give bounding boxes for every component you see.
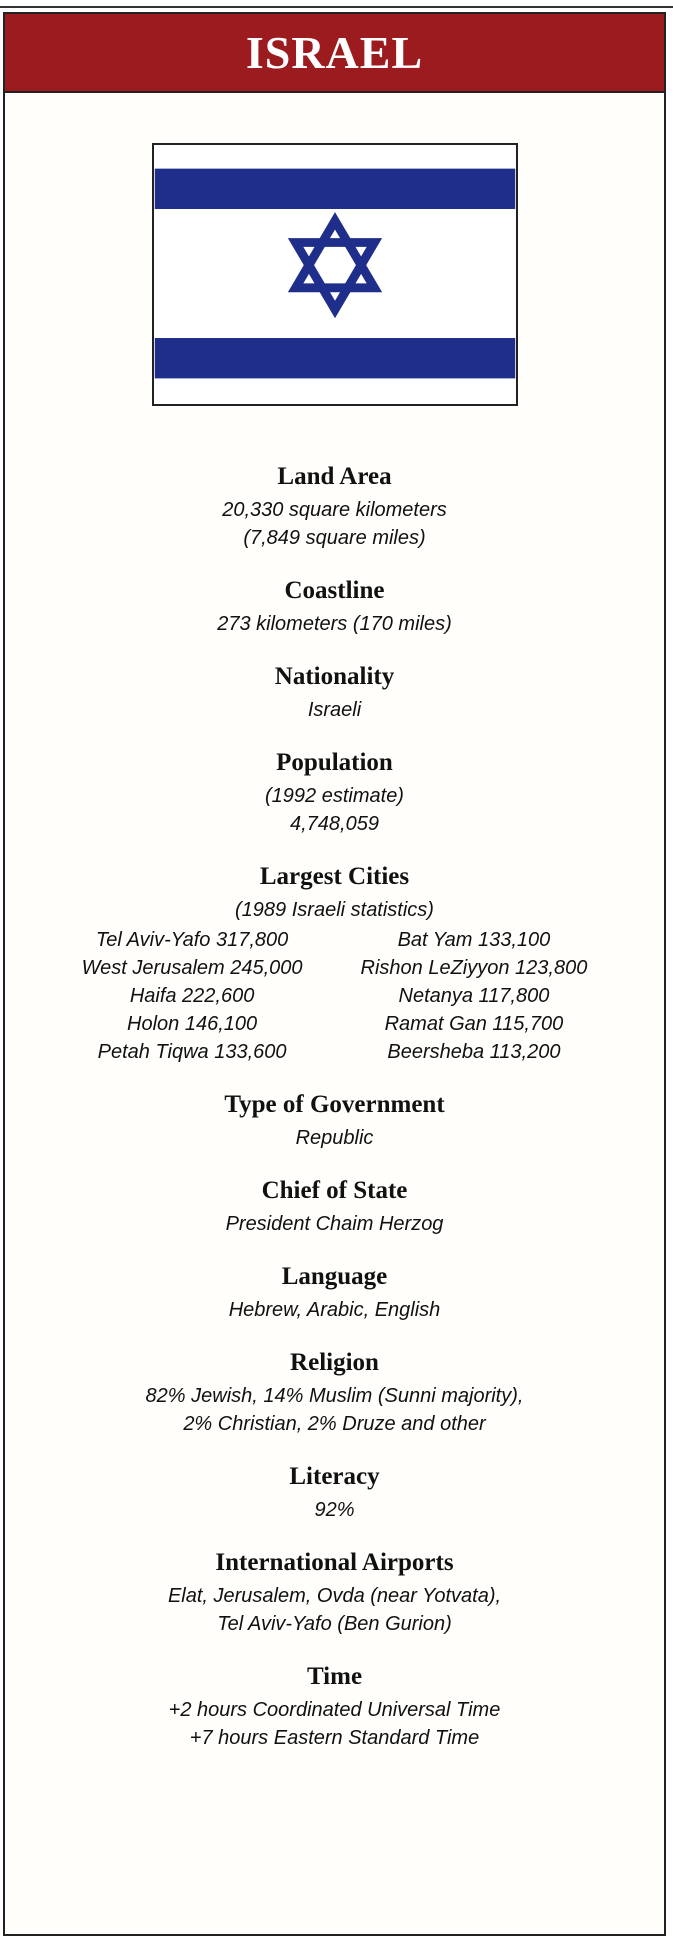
airports-line-1: Elat, Jerusalem, Ovda (near Yotvata), bbox=[167, 1585, 502, 1607]
government-section bbox=[5, 1090, 664, 1152]
city-item: Ramat Gan 115,700 bbox=[384, 1013, 564, 1035]
religion-heading: Religion bbox=[290, 1349, 379, 1376]
population-value: 4,748,059 bbox=[290, 813, 379, 835]
largest-cities-note: (1989 Israeli statistics) bbox=[235, 899, 434, 921]
chief-of-state-heading: Chief of State bbox=[261, 1177, 408, 1204]
city-item: Petah Tiqwa 133,600 bbox=[97, 1041, 287, 1063]
largest-cities-heading: Largest Cities bbox=[259, 863, 410, 890]
cities-table bbox=[5, 926, 664, 1066]
time-section bbox=[5, 1662, 664, 1752]
title-banner bbox=[5, 14, 664, 93]
literacy-section bbox=[5, 1462, 664, 1524]
religion-section bbox=[5, 1348, 664, 1438]
facts-list bbox=[5, 462, 664, 1776]
nationality-section bbox=[5, 662, 664, 724]
city-item: Bat Yam 133,100 bbox=[397, 929, 551, 951]
city-item: Holon 146,100 bbox=[127, 1013, 258, 1035]
land-area-section bbox=[5, 462, 664, 552]
population-section bbox=[5, 748, 664, 838]
time-utc: +2 hours Coordinated Universal Time bbox=[168, 1699, 501, 1721]
airports-line-2: Tel Aviv-Yafo (Ben Gurion) bbox=[217, 1613, 452, 1635]
largest-cities-section bbox=[5, 862, 664, 1066]
coastline-heading: Coastline bbox=[284, 577, 385, 604]
literacy-heading: Literacy bbox=[289, 1463, 380, 1490]
religion-line-2: 2% Christian, 2% Druze and other bbox=[183, 1413, 486, 1435]
city-item: West Jerusalem 245,000 bbox=[81, 957, 303, 979]
literacy-value: 92% bbox=[314, 1499, 355, 1521]
coastline-value: 273 kilometers (170 miles) bbox=[217, 613, 452, 635]
country-title: ISRAEL bbox=[245, 27, 424, 78]
city-item: Rishon LeZiyyon 123,800 bbox=[360, 957, 588, 979]
flag-bottom-stripe bbox=[155, 338, 515, 378]
cities-right-column bbox=[361, 926, 588, 1066]
land-area-km: 20,330 square kilometers bbox=[222, 499, 447, 521]
airports-heading: International Airports bbox=[215, 1549, 454, 1576]
land-area-miles: (7,849 square miles) bbox=[243, 527, 426, 549]
flag-top-stripe bbox=[155, 169, 515, 209]
population-note: (1992 estimate) bbox=[265, 785, 404, 807]
religion-line-1: 82% Jewish, 14% Muslim (Sunni majority), bbox=[145, 1385, 524, 1407]
flag-image bbox=[154, 145, 516, 404]
government-value: Republic bbox=[295, 1127, 374, 1149]
time-est: +7 hours Eastern Standard Time bbox=[189, 1727, 480, 1749]
top-rule bbox=[0, 6, 673, 8]
time-heading: Time bbox=[306, 1663, 363, 1690]
israel-flag bbox=[152, 143, 518, 406]
country-fact-panel bbox=[3, 12, 666, 1936]
language-value: Hebrew, Arabic, English bbox=[228, 1299, 441, 1321]
coastline-section bbox=[5, 576, 664, 638]
city-item: Haifa 222,600 bbox=[129, 985, 255, 1007]
language-section bbox=[5, 1262, 664, 1324]
chief-of-state-section bbox=[5, 1176, 664, 1238]
nationality-heading: Nationality bbox=[274, 663, 395, 690]
city-item: Tel Aviv-Yafo 317,800 bbox=[95, 929, 289, 951]
population-heading: Population bbox=[276, 749, 393, 776]
city-item: Beersheba 113,200 bbox=[387, 1041, 561, 1063]
government-heading: Type of Government bbox=[224, 1091, 445, 1118]
city-item: Netanya 117,800 bbox=[398, 985, 550, 1007]
chief-of-state-value: President Chaim Herzog bbox=[225, 1213, 444, 1235]
nationality-value: Israeli bbox=[307, 699, 362, 721]
airports-section bbox=[5, 1548, 664, 1638]
land-area-heading: Land Area bbox=[277, 463, 392, 490]
cities-left-column bbox=[82, 926, 303, 1066]
language-heading: Language bbox=[281, 1263, 388, 1290]
